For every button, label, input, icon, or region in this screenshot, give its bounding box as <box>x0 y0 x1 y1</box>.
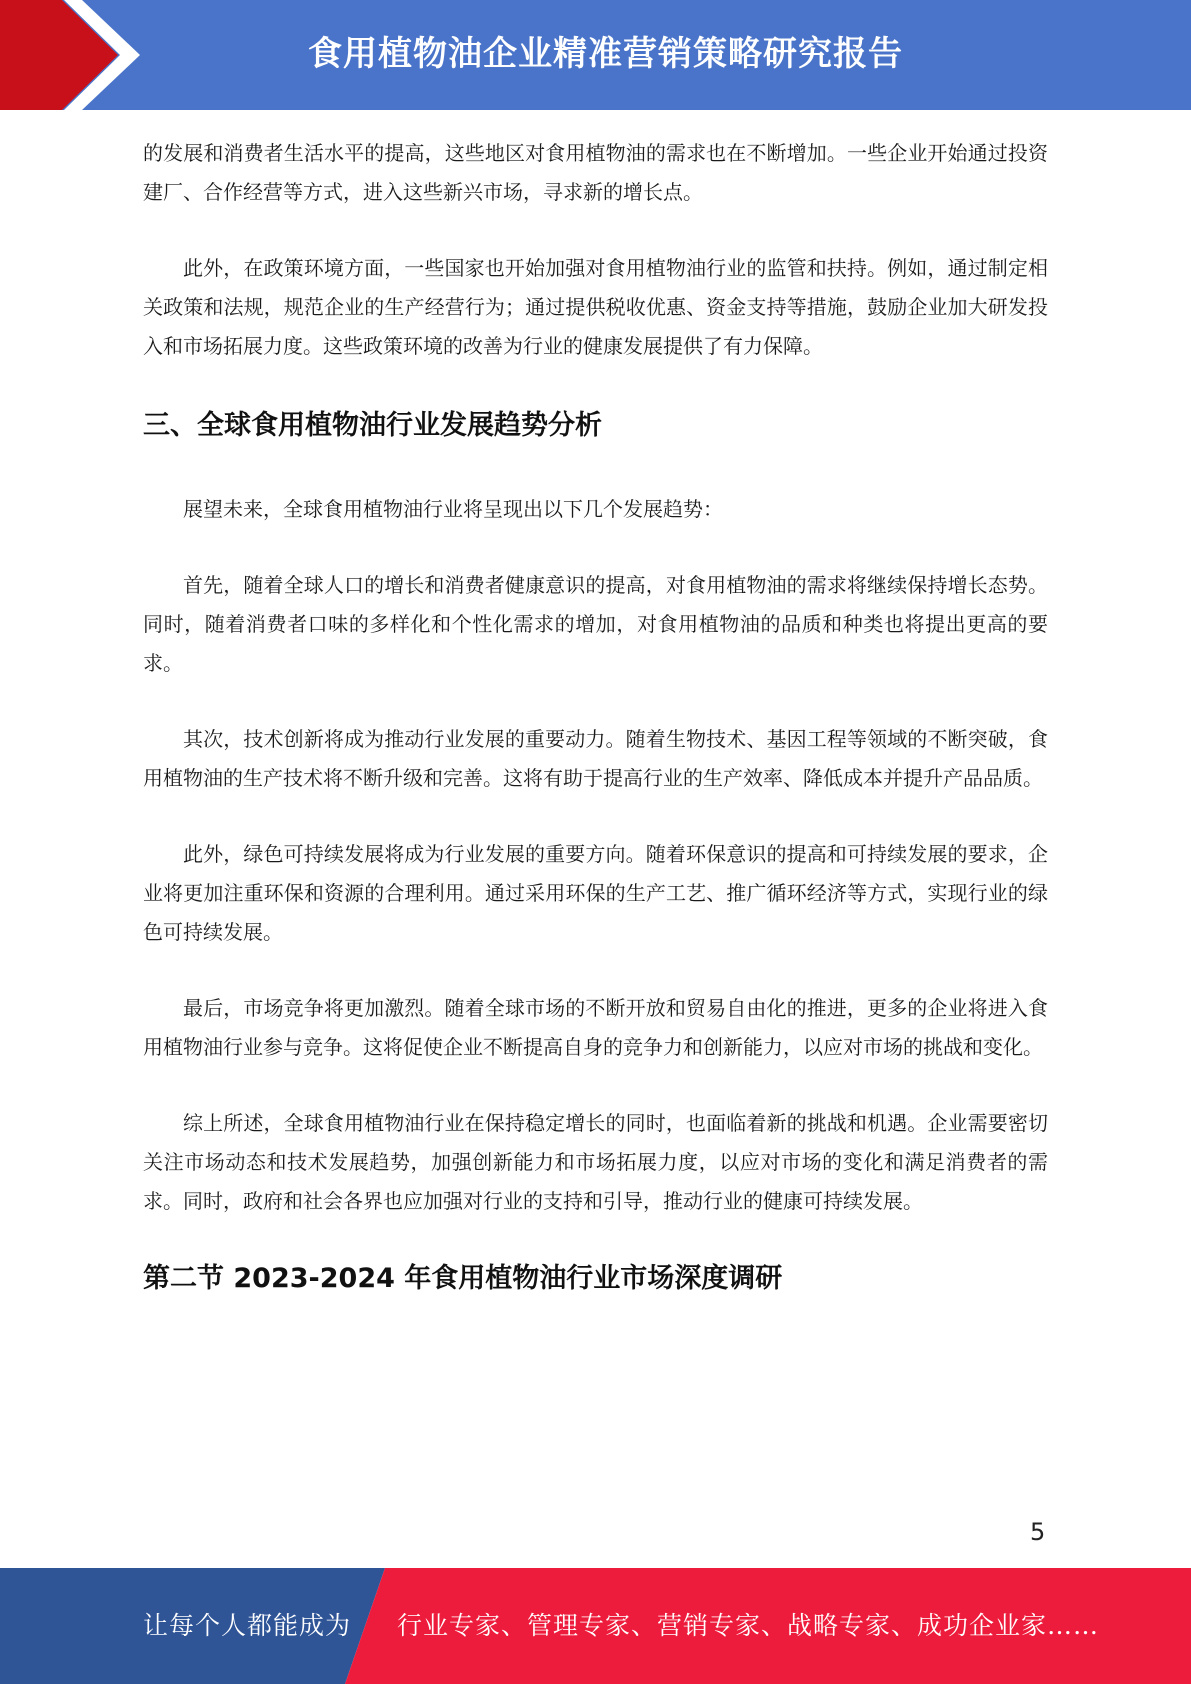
paragraph-summary: 综上所述，全球食用植物油行业在保持稳定增长的同时，也面临着新的挑战和机遇。企业需要密切关注市场动态和技术发展趋势，加强创新能力和市场拓展力度，以应对市场的变化和满足消费者的需求。同时，政府和社会各界也应加强对行业的支持和引导，推动行业的健康可持续发展。 <box>143 1111 1048 1213</box>
document-body <box>143 134 1048 1299</box>
section-heading-trends: 三、全球食用植物油行业发展趋势分析 <box>143 410 602 441</box>
paragraph-policy-environment: 此外，在政策环境方面，一些国家也开始加强对食用植物油行业的监管和扶持。例如，通过制定相关政策和法规，规范企业的生产经营行为；通过提供税收优惠、资金支持等措施，鼓励企业加大研发投入和市场拓展力度。这些政策环境的改善为行业的健康发展提供了有力保障。 <box>143 256 1048 358</box>
paragraph-trend-technology: 其次，技术创新将成为推动行业发展的重要动力。随着生物技术、基因工程等领域的不断突破，食用植物油的生产技术将不断升级和完善。这将有助于提高行业的生产效率、降低成本并提升产品品质。 <box>143 727 1048 790</box>
header-banner <box>0 0 1191 110</box>
footer-banner <box>0 1568 1191 1684</box>
paragraph-continued: 的发展和消费者生活水平的提高，这些地区对食用植物油的需求也在不断增加。一些企业开始通过投资建厂、合作经营等方式，进入这些新兴市场，寻求新的增长点。 <box>143 141 1048 204</box>
section-heading-market-research: 第二节 2023-2024 年食用植物油行业市场深度调研 <box>143 1263 783 1294</box>
paragraph-trend-green: 此外，绿色可持续发展将成为行业发展的重要方向。随着环保意识的提高和可持续发展的要求，企业将更加注重环保和资源的合理利用。通过采用环保的生产工艺、推广循环经济等方式，实现行业的绿色可持续发展。 <box>143 842 1048 944</box>
footer-slogan-left: 让每个人都能成为 <box>143 1611 352 1640</box>
paragraph-trend-competition: 最后，市场竞争将更加激烈。随着全球市场的不断开放和贸易自由化的推进，更多的企业将进入食用植物油行业参与竞争。这将促使企业不断提高自身的竞争力和创新能力，以应对市场的挑战和变化。 <box>143 996 1048 1059</box>
page-number: 5 <box>1030 1518 1046 1546</box>
paragraph-outlook: 展望未来，全球食用植物油行业将呈现出以下几个发展趋势： <box>183 497 723 521</box>
paragraph-trend-demand: 首先，随着全球人口的增长和消费者健康意识的提高，对食用植物油的需求将继续保持增长态势。同时，随着消费者口味的多样化和个性化需求的增加，对食用植物油的品质和种类也将提出更高的要求。 <box>143 573 1048 675</box>
report-title: 食用植物油企业精准营销策略研究报告 <box>308 34 903 74</box>
footer-slogan-right: 行业专家、管理专家、营销专家、战略专家、成功企业家…… <box>397 1611 1100 1640</box>
